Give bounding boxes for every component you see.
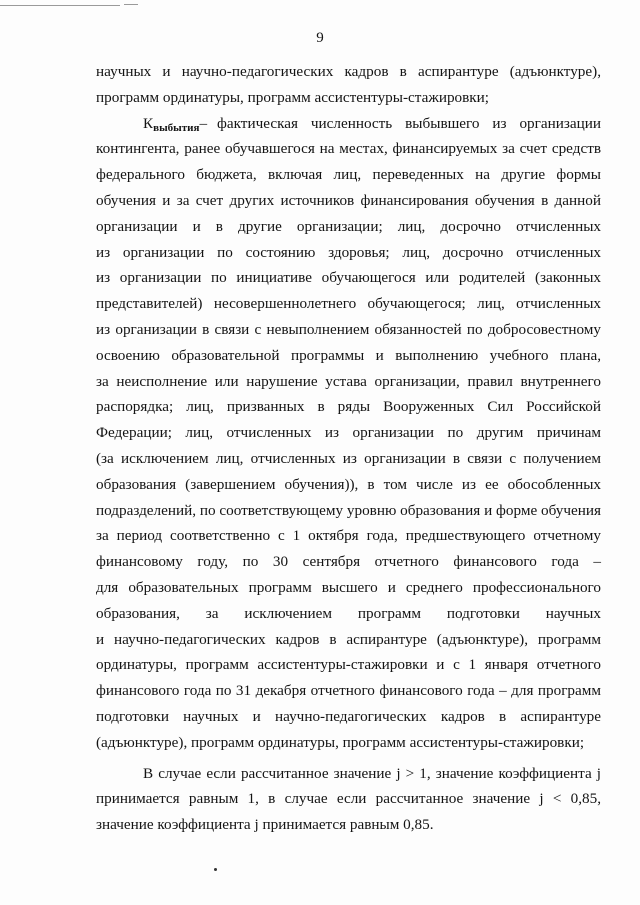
k-symbol: К xyxy=(143,114,154,132)
text-line: В случае если рассчитанное значение j > 1, значение коэффициента j xyxy=(143,764,601,782)
k-formula xyxy=(143,111,207,137)
text-line: Федерации; лиц, отчисленных из организации по другим причинам xyxy=(96,424,601,442)
text-line: и научно-педагогических кадров в аспирантуре (адъюнктуре), программ xyxy=(96,630,601,648)
text-line: за неисполнение или нарушение устава организации, правил внутреннего xyxy=(96,372,601,390)
text-line: научных и научно-педагогических кадров в аспирантуре (адъюнктуре), xyxy=(96,63,601,80)
text-line: ординатуры, программ ассистентуры-стажировки и с 1 января отчетного xyxy=(96,656,601,674)
text-line: подготовки научных и научно-педагогических кадров в аспирантуре xyxy=(96,707,601,725)
document-body xyxy=(96,59,601,838)
text-line: образования (завершением обучения)), в том числе из ее обособленных xyxy=(96,475,601,493)
text-line: значение коэффициента j принимается равным 0,85. xyxy=(96,816,434,834)
text-line: для образовательных программ высшего и среднего профессионального xyxy=(96,578,601,596)
text-line: (за исключением лиц, отчисленных из организации в связи с получением xyxy=(96,449,601,467)
text-line: организации и в другие организации; лиц, досрочно отчисленных xyxy=(96,217,601,235)
text-line: обучения и за счет других источников финансирования обучения в данной xyxy=(96,191,601,209)
text-line: из организации в связи с невыполнением обязанностей по добросовестному xyxy=(96,320,601,338)
text-line: представителей) несовершеннолетнего обучающегося; лиц, отчисленных xyxy=(96,295,601,313)
text-line: освоению образовательной программы и выполнению учебного плана, xyxy=(96,346,601,364)
text-line: из организации по состоянию здоровья; лиц, досрочно отчисленных xyxy=(96,243,601,261)
text-line: принимается равным 1, в случае если рассчитанное значение j < 0,85, xyxy=(96,790,601,808)
k-dash: – xyxy=(199,114,208,132)
page-number: 9 xyxy=(316,30,324,46)
scan-speck xyxy=(214,868,217,871)
text-line: подразделений, по соответствующему уровню образования и форме обучения xyxy=(96,501,601,519)
k-subscript: выбытия xyxy=(153,121,200,134)
k-definition-line xyxy=(96,111,601,137)
text-line: контингента, ранее обучавшегося на местах, финансируемых за счет средств xyxy=(96,140,601,158)
scan-edge-line xyxy=(0,5,120,6)
text-line: федерального бюджета, включая лиц, переведенных на другие формы xyxy=(96,166,601,184)
text-line: финансовому году, по 30 сентября отчетного финансового года – xyxy=(96,553,601,571)
text-line: образования, за исключением программ подготовки научных xyxy=(96,604,601,622)
text-line: за период соответственно с 1 октября года, предшествующего отчетному xyxy=(96,527,601,545)
scan-edge-mark xyxy=(124,4,138,5)
text-line: финансового года по 31 декабря отчетного финансового года – для программ xyxy=(96,682,601,700)
text-line: распорядка; лиц, призванных в ряды Вооруженных Сил Российской xyxy=(96,398,601,416)
text-line: из организации по инициативе обучающегося или родителей (законных xyxy=(96,269,601,287)
text-line: фактическая численность выбывшего из организации xyxy=(217,114,601,132)
text-line: программ ординатуры, программ ассистентуры-стажировки; xyxy=(96,88,490,106)
text-line: (адъюнктуре), программ ординатуры, программ ассистентуры-стажировки; xyxy=(96,733,585,751)
